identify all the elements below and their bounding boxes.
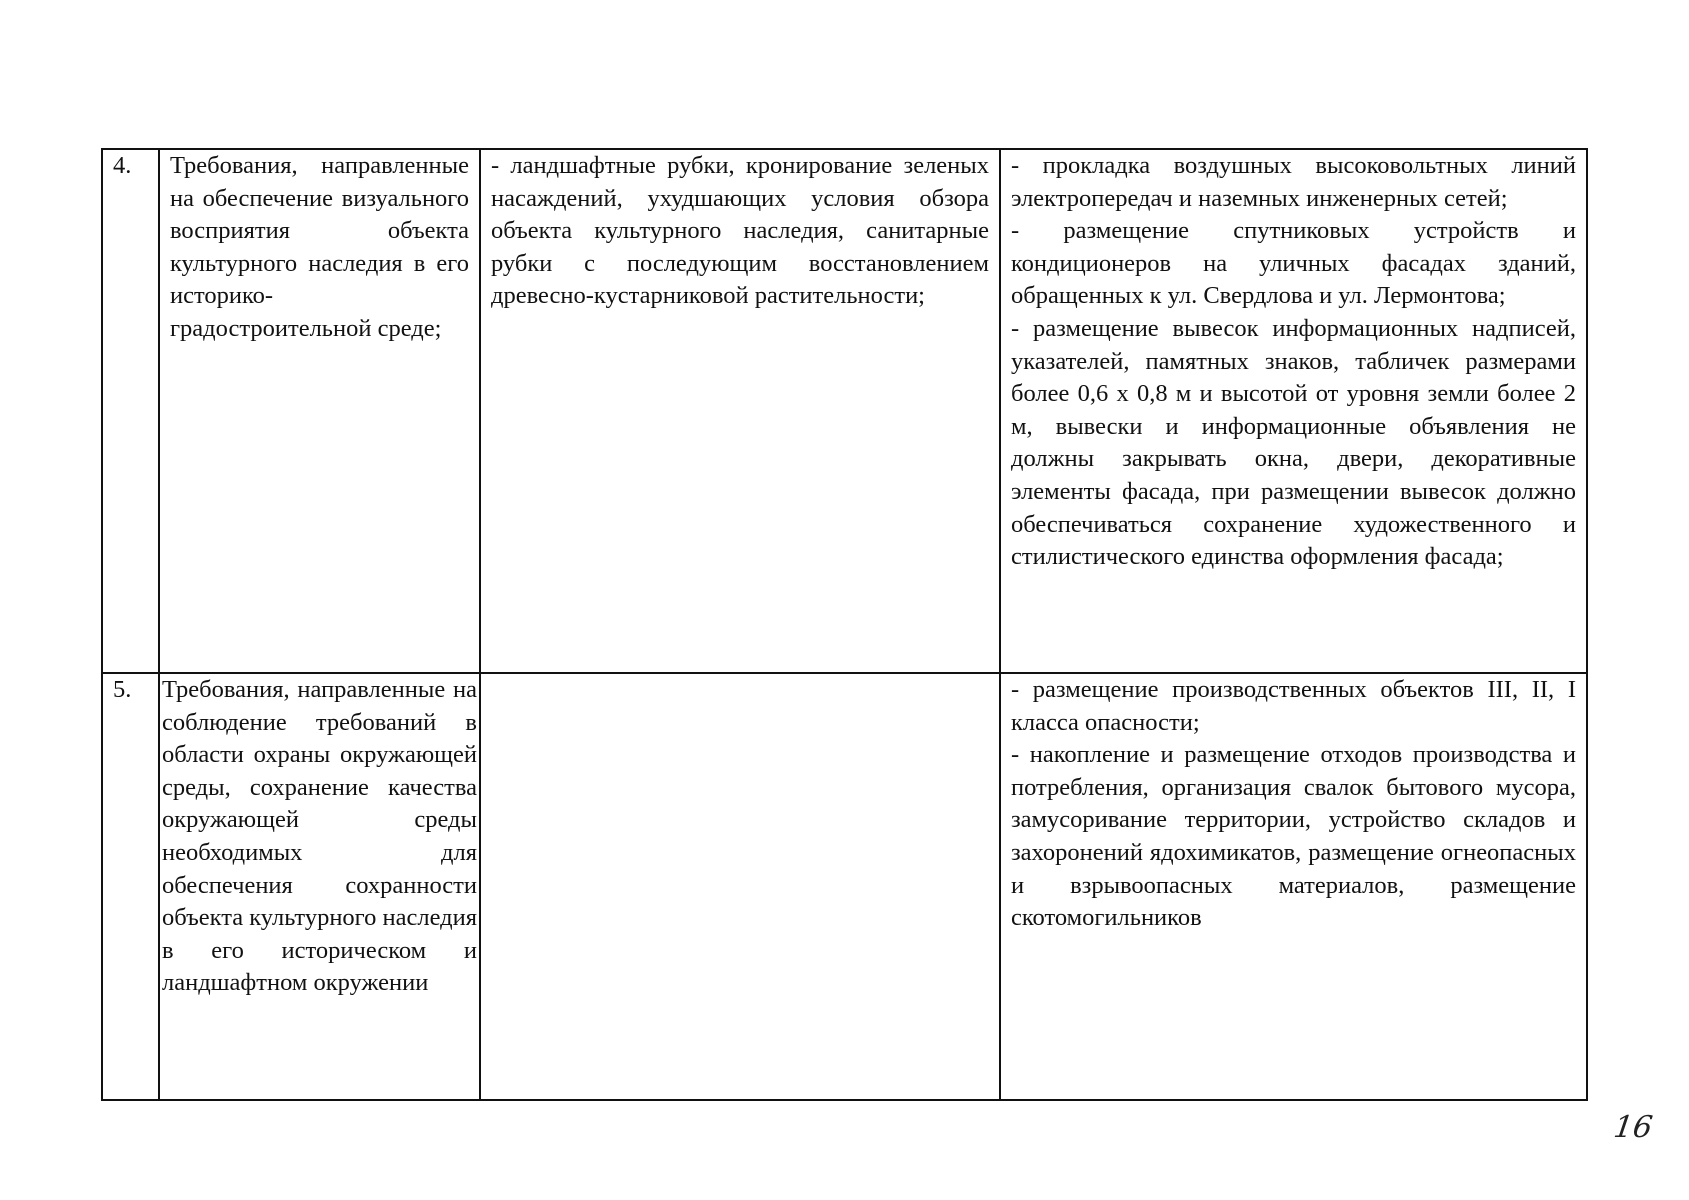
requirements-table (101, 148, 1588, 1101)
prohibition-item: - накопление и размещение отходов производства и потребления, организация свалок бытового мусора, замусоривание территории, устройство складов и захоронений ядохимикатов, размещение огнеопасных и взрывоопасных материалов, размещение скотомогильников (1011, 741, 1576, 932)
requirement-cell: Требования, направленные на соблюдение требований в области охраны окружающей среды, сохранение качества окружающей среды необходимых для обеспечения сохранности объекта культурного наследия в его историческом и ландшафтном окружении (159, 673, 480, 1100)
prohibited-actions-cell (1000, 673, 1587, 1100)
prohibited-actions-cell (1000, 149, 1587, 673)
requirement-cell: Требования, направленные на обеспечение визуального восприятия объекта культурного наследия в его историко-градостроительной среде; (159, 149, 480, 673)
row-number: 4. (102, 149, 159, 673)
handwritten-page-number: 16 (1611, 1110, 1655, 1145)
permitted-actions-cell: - ландшафтные рубки, кронирование зеленых насаждений, ухудшающих условия обзора объекта культурного наследия, санитарные рубки с последующим восстановлением древесно-кустарниковой растительности; (480, 149, 1000, 673)
prohibition-item: - размещение производственных объектов III, II, I класса опасности; (1011, 676, 1576, 736)
row-number: 5. (102, 673, 159, 1100)
table-row (102, 149, 1587, 673)
prohibition-item: - прокладка воздушных высоковольтных линий электропередач и наземных инженерных сетей; (1011, 152, 1576, 212)
table-row (102, 673, 1587, 1100)
prohibition-item: - размещение спутниковых устройств и кондиционеров на уличных фасадах зданий, обращенных к ул. Свердлова и ул. Лермонтова; (1011, 217, 1576, 310)
permitted-actions-cell (480, 673, 1000, 1100)
prohibition-item: - размещение вывесок информационных надписей, указателей, памятных знаков, табличек размерами более 0,6 х 0,8 м и высотой от уровня земли более 2 м, вывески и информационные объявления не должны закрывать окна, двери, декоративные элементы фасада, при размещении вывесок должно обеспечиваться сохранение художественного и стилистического единства оформления фасада; (1011, 314, 1576, 571)
